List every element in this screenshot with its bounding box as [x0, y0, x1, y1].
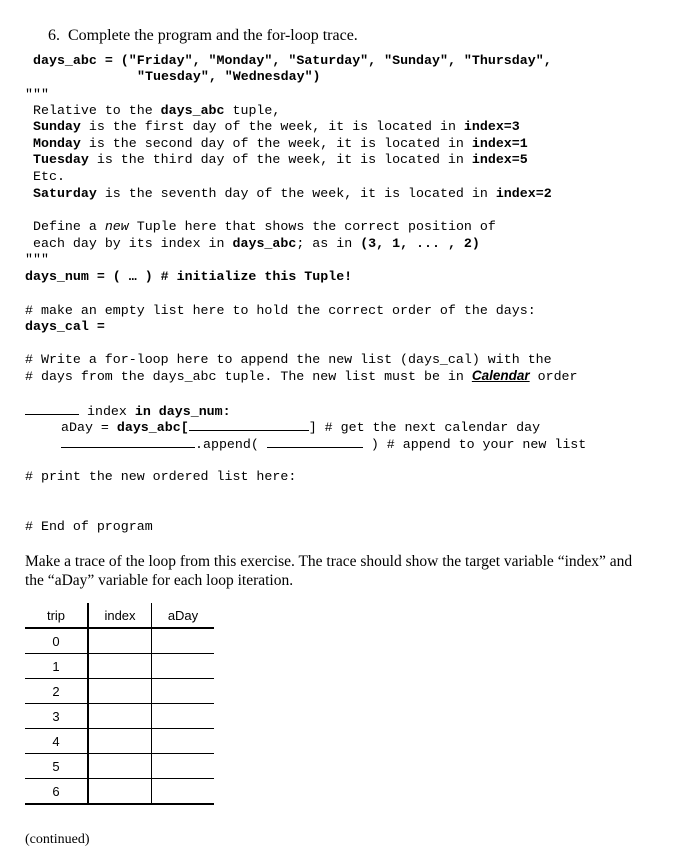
table-row [25, 779, 214, 805]
loop-aday-assign: aDay = [61, 420, 117, 435]
doc-index: index=2 [495, 186, 552, 201]
trip-cell: 3 [25, 704, 88, 729]
index-cell[interactable] [88, 679, 152, 704]
doc-line-tuesday [33, 152, 528, 168]
index-cell[interactable] [88, 628, 152, 654]
trace-header-row [25, 603, 214, 628]
loop-in: in days_num: [134, 404, 231, 419]
code-days-abc-assign: days_abc = ( [33, 53, 129, 68]
docstring-close: """ [25, 252, 49, 267]
trip-cell: 2 [25, 679, 88, 704]
comment-forloop-1: # Write a for-loop here to append the new list (days_cal) with the [25, 352, 552, 367]
loop-index: index [79, 404, 135, 419]
question-title [48, 27, 358, 45]
question-text: Complete the program and the for-loop trace. [68, 27, 358, 44]
question-number: 6. [48, 27, 60, 44]
doc-day: Monday [33, 136, 81, 151]
loop-append-call: .append( [195, 437, 259, 452]
trace-instructions: Make a trace of the loop from this exercise. The trace should show the target variable “index” and the “aDay” variable for each loop iteration. [25, 553, 633, 589]
index-cell[interactable] [88, 779, 152, 805]
blank-for-keyword[interactable] [25, 402, 79, 415]
comment-end: # End of program [25, 519, 153, 534]
doc-text: is the seventh day of the week, it is located in [96, 186, 496, 201]
trace-header-trip: trip [25, 603, 88, 628]
doc-text: is the second day of the week, it is located in [80, 136, 472, 151]
doc-define-text: Define a [33, 219, 105, 234]
trace-table [25, 603, 214, 805]
doc-each-text: each day by its index in [33, 236, 233, 251]
comment-print: # print the new ordered list here: [25, 469, 297, 484]
table-row [25, 704, 214, 729]
doc-etc: Etc. [33, 169, 65, 184]
trace-header-index: index [88, 603, 152, 628]
doc-line-sunday [33, 119, 520, 135]
index-cell[interactable] [88, 729, 152, 754]
doc-index: index=5 [471, 152, 528, 167]
trip-cell: 5 [25, 754, 88, 779]
index-cell[interactable] [88, 754, 152, 779]
doc-day: Tuesday [33, 152, 89, 167]
doc-intro-text: Relative to the [33, 103, 161, 118]
blank-append-arg[interactable] [267, 435, 363, 448]
aday-cell[interactable] [152, 654, 215, 679]
doc-define-tail: Tuple here that shows the correct position of [128, 219, 496, 234]
comment-forloop-2 [25, 368, 578, 385]
trip-cell: 0 [25, 628, 88, 654]
trace-header-aday: aDay [152, 603, 215, 628]
doc-line-monday [33, 136, 528, 152]
doc-index: index=3 [463, 119, 520, 134]
code-days-abc-line1 [33, 53, 552, 69]
code-days-abc-line2: "Tuesday", "Wednesday") [137, 69, 321, 84]
aday-cell[interactable] [152, 754, 215, 779]
doc-day: Sunday [33, 119, 81, 134]
blank-index-expr[interactable] [189, 418, 309, 431]
table-row [25, 654, 214, 679]
aday-cell[interactable] [152, 679, 215, 704]
doc-text: is the first day of the week, it is located in [80, 119, 464, 134]
docstring-open: """ [25, 87, 49, 102]
index-cell[interactable] [88, 704, 152, 729]
doc-text: is the third day of the week, it is located in [88, 152, 472, 167]
comment-order: order [529, 369, 578, 384]
doc-each-var: days_abc [232, 236, 297, 251]
doc-define [33, 219, 496, 235]
comment-empty-list: # make an empty list here to hold the correct order of the days: [25, 303, 536, 318]
table-row [25, 679, 214, 704]
doc-each [33, 236, 480, 252]
table-row [25, 729, 214, 754]
table-row [25, 628, 214, 654]
trip-cell: 1 [25, 654, 88, 679]
doc-define-new: new [104, 219, 129, 234]
index-cell[interactable] [88, 654, 152, 679]
comment-calendar: Calendar [471, 368, 530, 383]
footer-continued: (continued) [25, 832, 90, 847]
comment-forloop-text: # days from the days_abc tuple. The new list must be in [25, 369, 472, 384]
doc-each-as: ; as in [296, 236, 361, 251]
doc-intro-var: days_abc [160, 103, 225, 118]
aday-cell[interactable] [152, 628, 215, 654]
aday-cell[interactable] [152, 729, 215, 754]
doc-day: Saturday [33, 186, 97, 201]
loop-aday-tuple: days_abc[ [116, 420, 189, 435]
loop-aday [61, 418, 540, 436]
blank-list-name[interactable] [61, 435, 195, 448]
trip-cell: 6 [25, 779, 88, 805]
doc-intro [33, 103, 280, 119]
loop-append [61, 435, 586, 453]
code-days-abc-values: "Friday", "Monday", "Saturday", "Sunday", "Thursday", [128, 53, 552, 68]
code-days-cal: days_cal = [25, 319, 105, 334]
loop-append-comment: ) # append to your new list [370, 437, 587, 452]
code-days-num: days_num = ( … ) # initialize this Tuple! [25, 269, 353, 284]
loop-aday-comment: ] # get the next calendar day [308, 420, 541, 435]
aday-cell[interactable] [152, 779, 215, 805]
table-row [25, 754, 214, 779]
doc-line-saturday [33, 186, 552, 202]
doc-intro-tail: tuple, [224, 103, 281, 118]
trip-cell: 4 [25, 729, 88, 754]
aday-cell[interactable] [152, 704, 215, 729]
doc-each-example: (3, 1, ... , 2) [360, 236, 480, 251]
doc-index: index=1 [471, 136, 528, 151]
